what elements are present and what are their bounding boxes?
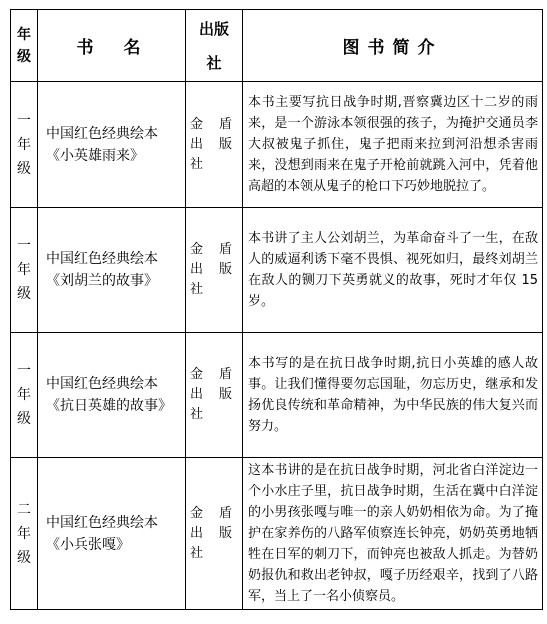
header-description: 图书简介 xyxy=(243,10,543,82)
cell-title xyxy=(38,82,186,208)
cell-grade: 二 年 级 xyxy=(11,458,38,610)
cell-description: 本书主要写抗日战争时期,晋察冀边区十二岁的雨来，是一个游泳本领很强的孩子，为掩护交通员李大叔被鬼子抓住，鬼子把雨来拉到河沿想杀害雨来，没想到雨来在鬼子开枪前就跳入河中，凭着他高超的本领从鬼子的枪口下巧妙地脱拉了。 xyxy=(243,82,543,208)
book-name: 《刘胡兰的故事》 xyxy=(46,273,158,289)
book-name: 《抗日英雄的故事》 xyxy=(46,398,172,414)
cell-title xyxy=(38,458,186,610)
book-series: 中国红色经典绘本 xyxy=(46,376,158,392)
cell-description: 这本书讲的是在抗日战争时期，河北省白洋淀边一个小水庄子里，抗日战争时期，生活在冀中白洋淀的小男孩张嘎与唯一的亲人奶奶相依为命。为了掩护在家养伤的八路军侦察连长钟亮，奶奶英勇地牺牲在日军的刺刀下，而钟亮也被敌人抓走。为替奶奶报仇和救出老钟叔，嘎子历经艰辛，找到了八路军，当上了一名小侦察员。 xyxy=(243,458,543,610)
cell-description: 本书讲了主人公刘胡兰，为革命奋斗了一生，在敌人的威逼利诱下毫不畏惧、视死如归，最终刘胡兰在敌人的铡刀下英勇就义的故事，死时才年仅 15岁。 xyxy=(243,208,543,333)
header-publisher: 出版 社 xyxy=(186,10,243,82)
cell-grade: 一 年 级 xyxy=(11,333,38,458)
cell-description: 本书写的是在抗日战争时期,抗日小英雄的感人故事。让我们懂得要勿忘国耻，勿忘历史，继承和发扬优良传统和革命精神，为中华民族的伟大复兴而努力。 xyxy=(243,333,543,458)
cell-title xyxy=(38,208,186,333)
cell-publisher: 金 盾 出 版 社 xyxy=(186,82,243,208)
header-grade: 年 级 xyxy=(11,10,38,82)
cell-grade: 一 年 级 xyxy=(11,82,38,208)
table-header-row xyxy=(11,10,543,82)
book-name: 《小兵张嘎》 xyxy=(46,536,130,553)
table-row xyxy=(11,82,543,208)
cell-publisher: 金 盾 出 版 社 xyxy=(186,458,243,610)
book-series: 中国红色经典绘本 xyxy=(46,514,158,531)
table-row xyxy=(11,458,543,610)
table-row xyxy=(11,208,543,333)
book-series: 中国红色经典绘本 xyxy=(46,125,158,142)
cell-publisher: 金 盾 出 版 社 xyxy=(186,208,243,333)
cell-grade: 一 年 级 xyxy=(11,208,38,333)
book-series: 中国红色经典绘本 xyxy=(46,251,158,267)
cell-publisher: 金 盾 出 版 社 xyxy=(186,333,243,458)
cell-title xyxy=(38,333,186,458)
table-row xyxy=(11,333,543,458)
book-list-table xyxy=(10,9,543,610)
book-name: 《小英雄雨来》 xyxy=(46,147,144,164)
header-title: 书名 xyxy=(38,10,186,82)
